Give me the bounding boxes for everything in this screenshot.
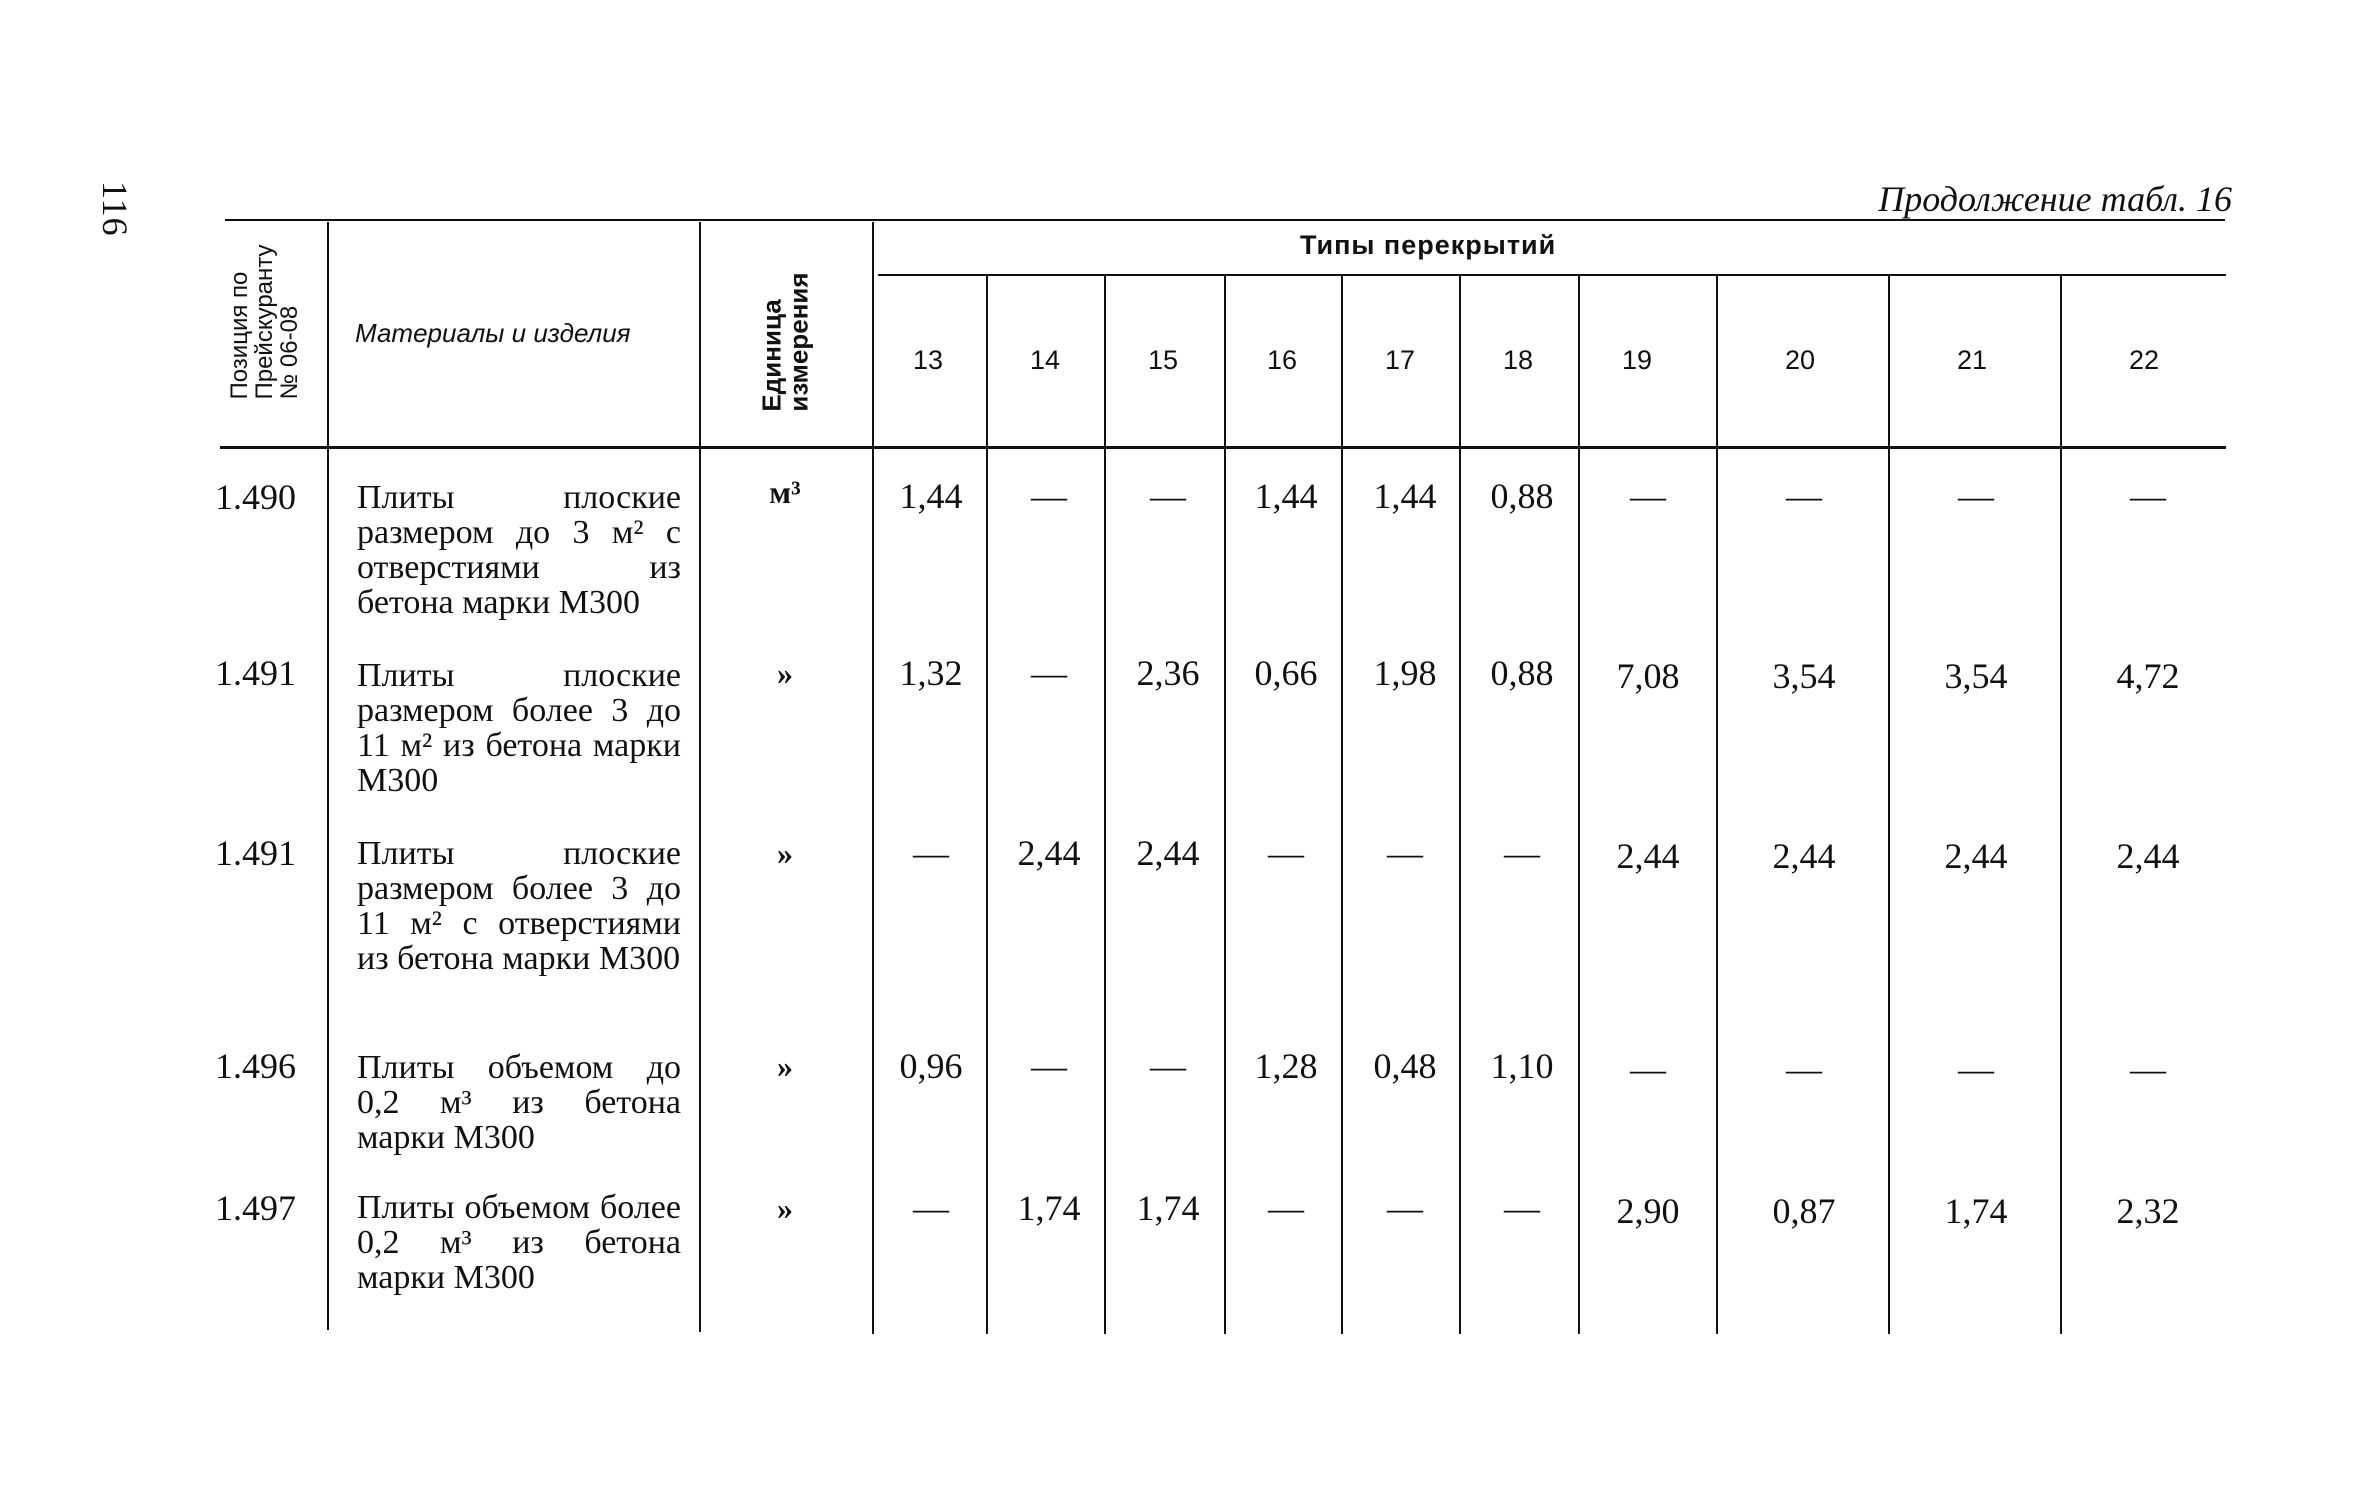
row-value: 2,44 [1944,836,2008,876]
row-material: Плиты плоские размером более 3 до 11 м² из бетона марки М300 [357,657,681,799]
row-material: Плиты объемом до 0,2 м³ из бетона марки М300 [357,1049,681,1156]
row-value: 1,74 [1944,1191,2008,1231]
row-position: 1.491 [215,833,296,873]
header-types: Типы перекрытий [1300,230,1557,260]
row-value: — [1387,1188,1423,1228]
type-number: 19 [1621,345,1653,375]
header-bottom-rule [220,446,2226,449]
type-number: 18 [1502,345,1534,375]
row-position: 1.497 [215,1188,296,1228]
header-unit: Единица измерения [756,272,814,412]
row-value: 0,96 [899,1046,963,1086]
row-value: — [1630,476,1666,516]
row-material: Плиты плоские размером более 3 до 11 м² с отверстиями из бетона марки М300 [357,835,681,977]
row-value: — [1387,833,1423,873]
row-value: 7,08 [1616,656,1680,696]
type-number: 15 [1147,345,1179,375]
row-value: 2,36 [1136,653,1200,693]
type-number: 20 [1784,345,1816,375]
row-value: 3,54 [1772,656,1836,696]
row-value: — [1958,476,1994,516]
row-value: — [2130,476,2166,516]
row-value: — [1031,476,1067,516]
row-value: — [1150,476,1186,516]
row-value: 1,44 [1373,476,1437,516]
row-value: 1,74 [1136,1188,1200,1228]
row-unit: » [777,1048,793,1084]
row-unit: » [777,835,793,871]
row-value: 1,74 [1017,1188,1081,1228]
row-value: 0,66 [1254,653,1318,693]
row-value: 2,90 [1616,1191,1680,1231]
row-value: 1,32 [899,653,963,693]
row-value: — [1031,653,1067,693]
header-position: Позиция по Прейскуранту № 06-08 [226,244,304,400]
table-top-rule [225,219,2225,221]
row-value: 2,44 [2116,836,2180,876]
row-material: Плиты объемом более 0,2 м³ из бетона марки М300 [357,1189,681,1296]
type-number: 14 [1029,345,1061,375]
row-value: — [1268,1188,1304,1228]
row-value: 2,44 [1136,833,1200,873]
types-underline [878,274,2226,276]
row-value: 0,48 [1373,1046,1437,1086]
row-value: 2,44 [1772,836,1836,876]
row-material: Плиты плоские размером до 3 м² с отверстиями из бетона марки М300 [357,479,681,621]
row-value: — [1786,1049,1822,1089]
header-materials: Материалы и изделия [355,318,631,348]
row-value: 1,44 [1254,476,1318,516]
row-value: 3,54 [1944,656,2008,696]
row-unit: м³ [769,474,801,510]
row-value: — [913,833,949,873]
row-value: 2,44 [1017,833,1081,873]
type-number: 16 [1266,345,1298,375]
row-value: 0,87 [1772,1191,1836,1231]
row-position: 1.491 [215,653,296,693]
row-value: — [2130,1049,2166,1089]
row-value: — [913,1188,949,1228]
row-unit: » [777,655,793,691]
type-number: 17 [1384,345,1416,375]
row-value: — [1268,833,1304,873]
type-number: 13 [912,345,944,375]
row-value: 0,88 [1490,476,1554,516]
row-value: — [1630,1049,1666,1089]
row-value: — [1786,476,1822,516]
row-unit: » [777,1190,793,1226]
row-value: 2,32 [2116,1191,2180,1231]
table-caption: Продолжение табл. 16 [1878,179,2232,219]
row-value: — [1504,1188,1540,1228]
row-value: — [1504,833,1540,873]
row-value: 1,28 [1254,1046,1318,1086]
page-number: 116 [95,181,135,237]
row-value: — [1031,1046,1067,1086]
row-value: 1,44 [899,476,963,516]
row-value: 1,98 [1373,653,1437,693]
type-number: 22 [2128,345,2160,375]
row-value: 4,72 [2116,656,2180,696]
row-value: 2,44 [1616,836,1680,876]
type-number: 21 [1956,345,1988,375]
row-value: — [1958,1049,1994,1089]
row-position: 1.496 [215,1046,296,1086]
row-value: 1,10 [1490,1046,1554,1086]
row-value: 0,88 [1490,653,1554,693]
row-position: 1.490 [215,477,296,517]
row-value: — [1150,1046,1186,1086]
